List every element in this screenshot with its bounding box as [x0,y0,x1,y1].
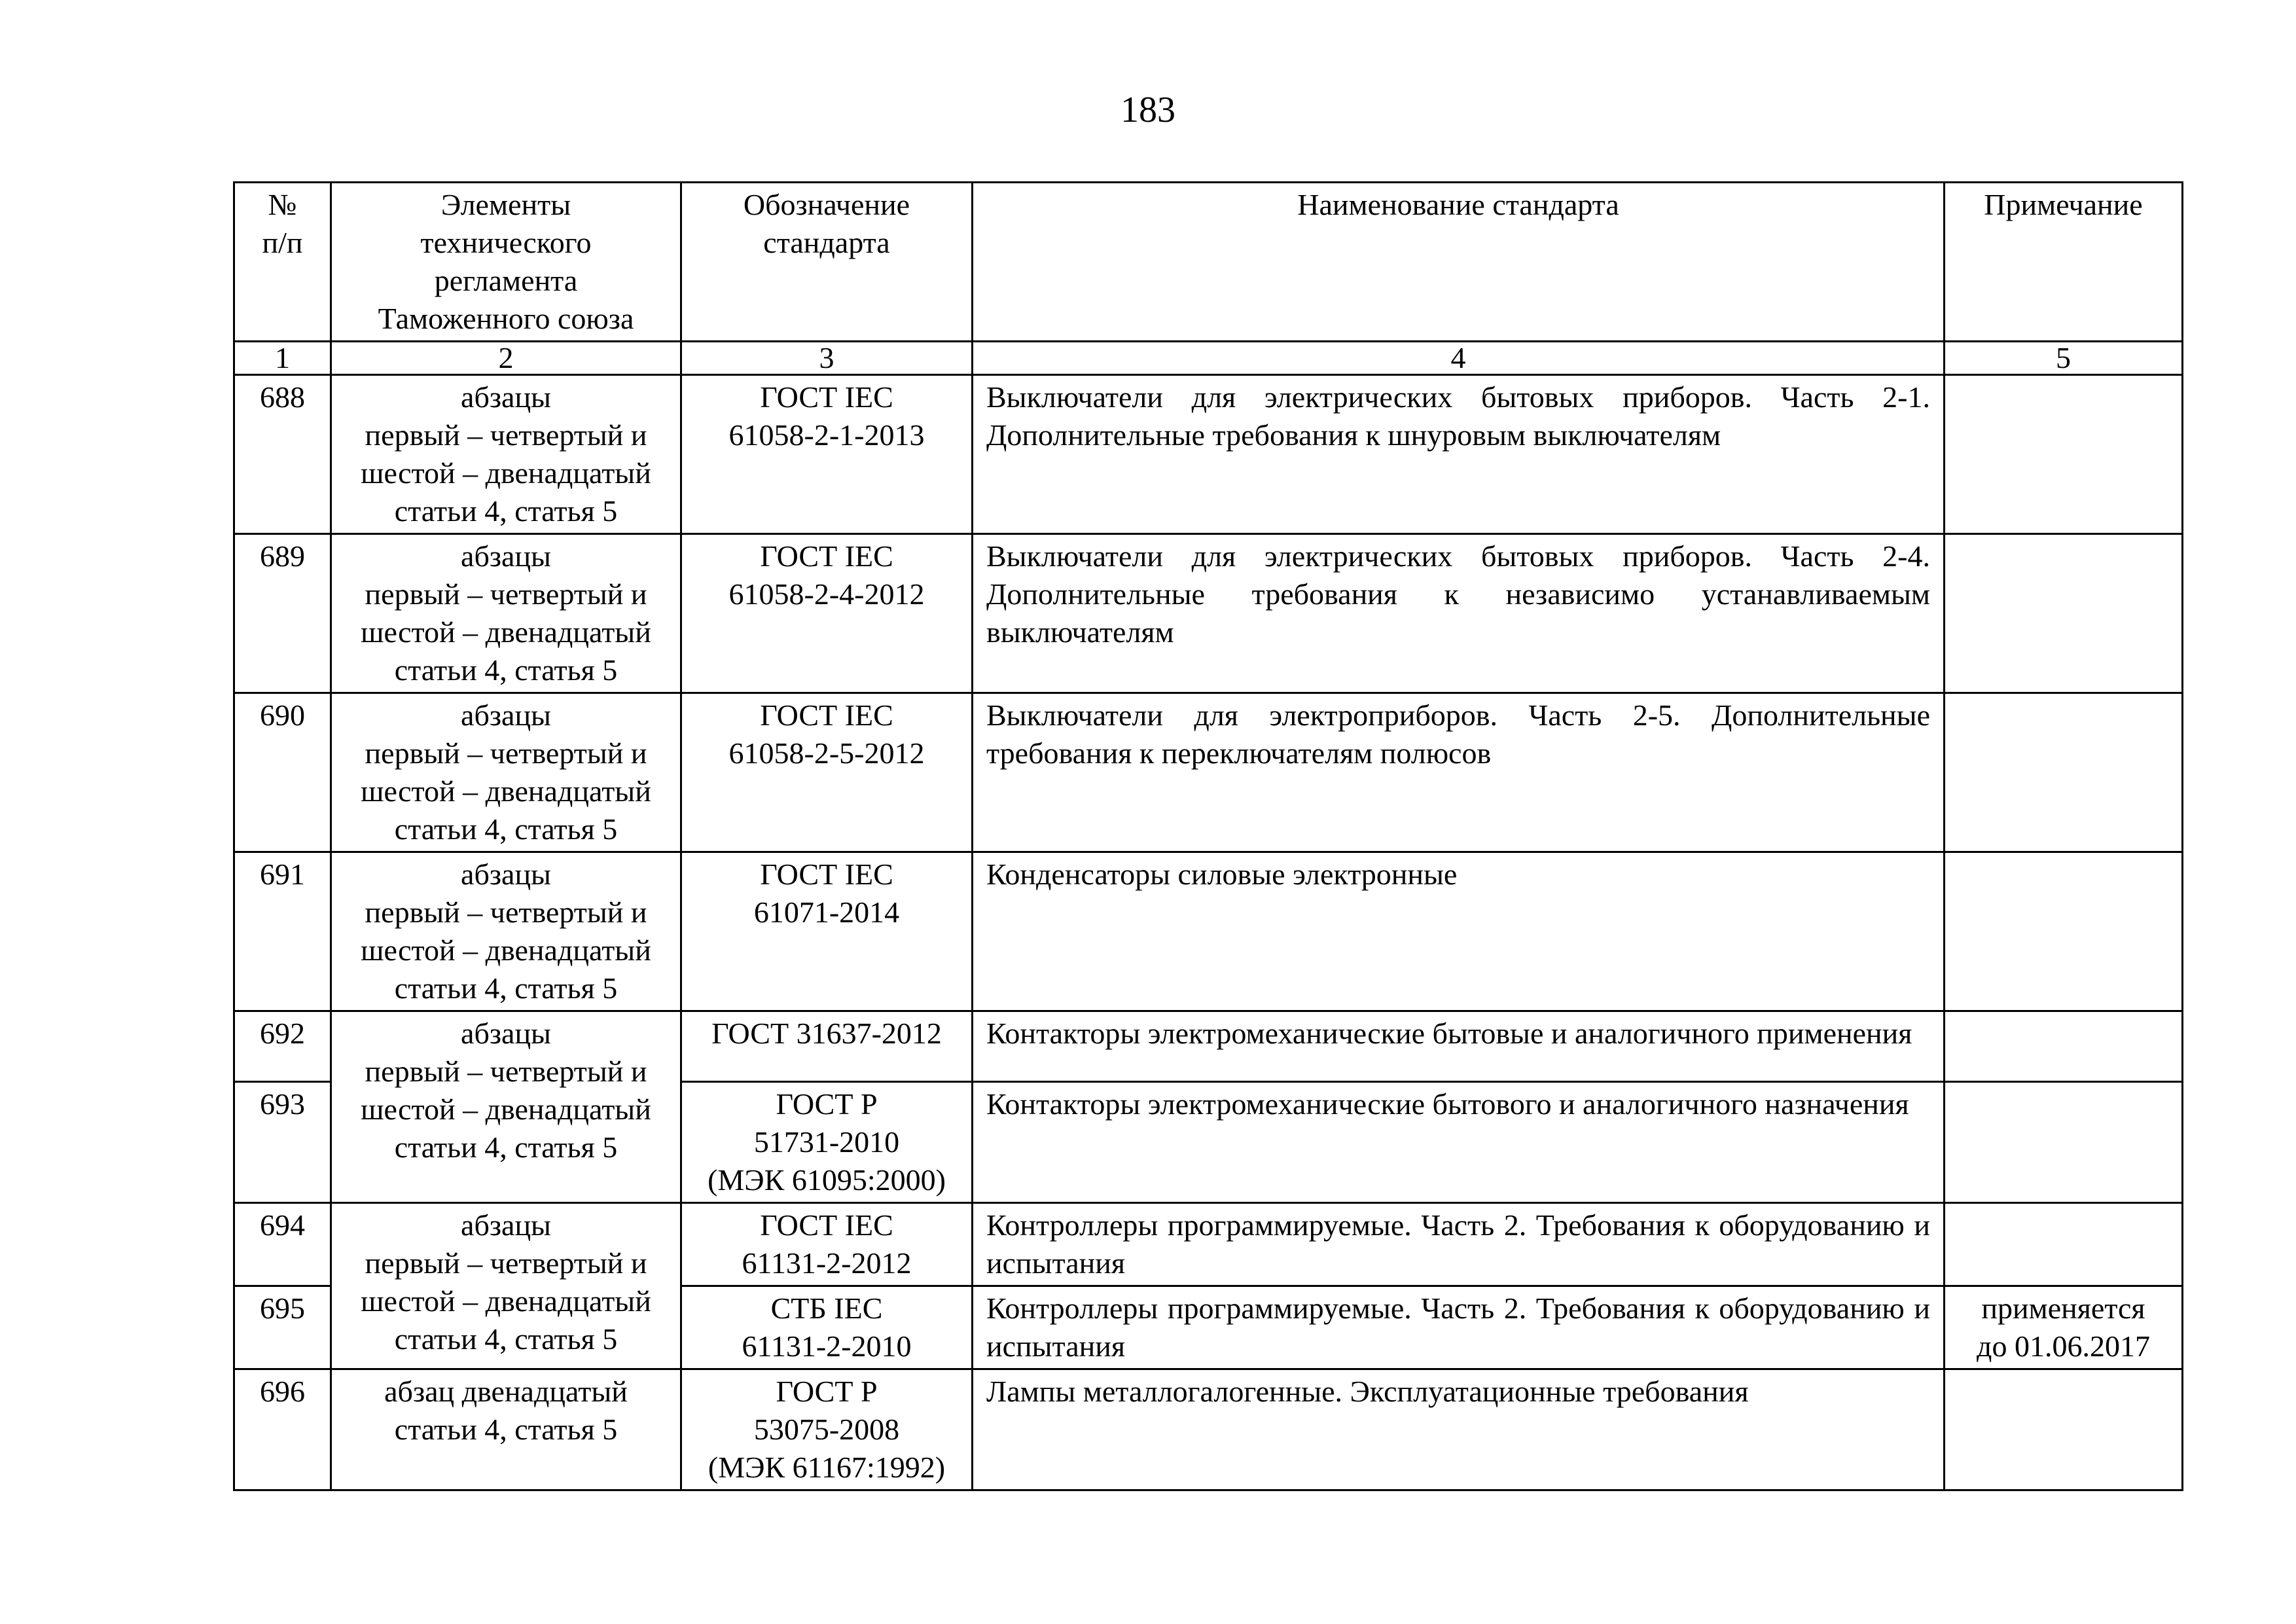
row-standard-name: Выключатели для электрических бытовых приборов. Часть 2-1. Дополнительные требования к шнуровым выключателям [973,375,1945,534]
row-number: 692 [234,1011,331,1082]
row-designation: СТБ IEC 61131-2-2010 [681,1286,973,1369]
header-elements: Элементы технического регламента Таможенного союза [331,183,681,342]
row-number: 693 [234,1082,331,1203]
row-elements: абзацы первый – четвертый и шестой – двенадцатый статьи 4, статья 5 [331,1203,681,1369]
row-designation: ГОСТ Р 51731-2010 (МЭК 61095:2000) [681,1082,973,1203]
row-elements: абзац двенадцатый статьи 4, статья 5 [331,1369,681,1490]
row-designation: ГОСТ Р 53075-2008 (МЭК 61167:1992) [681,1369,973,1490]
row-number: 688 [234,375,331,534]
row-elements: абзацы первый – четвертый и шестой – двенадцатый статьи 4, статья 5 [331,693,681,852]
row-standard-name: Конденсаторы силовые электронные [973,852,1945,1011]
row-standard-name: Контроллеры программируемые. Часть 2. Требования к оборудованию и испытания [973,1286,1945,1369]
row-note [1945,375,2183,534]
row-note [1945,852,2183,1011]
header-num: № п/п [234,183,331,342]
row-elements: абзацы первый – четвертый и шестой – двенадцатый статьи 4, статья 5 [331,1011,681,1203]
column-number: 2 [331,342,681,375]
row-note [1945,693,2183,852]
row-standard-name: Выключатели для электроприборов. Часть 2-5. Дополнительные требования к переключателям полюсов [973,693,1945,852]
table-row [234,1369,2183,1490]
row-designation: ГОСТ IEC 61058-2-5-2012 [681,693,973,852]
row-number: 690 [234,693,331,852]
table-row [234,852,2183,1011]
row-designation: ГОСТ IEC 61131-2-2012 [681,1203,973,1286]
row-designation: ГОСТ IEC 61058-2-4-2012 [681,534,973,693]
row-elements: абзацы первый – четвертый и шестой – двенадцатый статьи 4, статья 5 [331,852,681,1011]
column-number-row [234,342,2183,375]
row-elements: абзацы первый – четвертый и шестой – двенадцатый статьи 4, статья 5 [331,534,681,693]
row-note [1945,1203,2183,1286]
row-elements: абзацы первый – четвертый и шестой – двенадцатый статьи 4, статья 5 [331,375,681,534]
row-designation: ГОСТ 31637-2012 [681,1011,973,1082]
table-row [234,534,2183,693]
row-designation: ГОСТ IEC 61058-2-1-2013 [681,375,973,534]
row-standard-name: Контакторы электромеханические бытового и аналогичного назначения [973,1082,1945,1203]
row-note [1945,534,2183,693]
column-number: 5 [1945,342,2183,375]
row-standard-name: Контроллеры программируемые. Часть 2. Требования к оборудованию и испытания [973,1203,1945,1286]
row-note [1945,1369,2183,1490]
table-row [234,1203,2183,1286]
header-row [234,183,2183,342]
row-designation: ГОСТ IEC 61071-2014 [681,852,973,1011]
row-standard-name: Контакторы электромеханические бытовые и аналогичного применения [973,1011,1945,1082]
page-number: 183 [1121,90,1175,130]
row-number: 691 [234,852,331,1011]
table-row [234,1011,2183,1082]
row-standard-name: Лампы металлогалогенные. Эксплуатационные требования [973,1369,1945,1490]
header-designation: Обозначение стандарта [681,183,973,342]
row-note [1945,1011,2183,1082]
row-note: применяется до 01.06.2017 [1945,1286,2183,1369]
header-name: Наименование стандарта [973,183,1945,342]
column-number: 3 [681,342,973,375]
table-row [234,375,2183,534]
row-number: 689 [234,534,331,693]
row-number: 695 [234,1286,331,1369]
column-number: 1 [234,342,331,375]
row-number: 696 [234,1369,331,1490]
standards-table [233,181,2183,1491]
row-number: 694 [234,1203,331,1286]
table-row [234,693,2183,852]
header-note: Примечание [1945,183,2183,342]
row-standard-name: Выключатели для электрических бытовых приборов. Часть 2-4. Дополнительные требования к независимо устанавливаемым выключателям [973,534,1945,693]
row-note [1945,1082,2183,1203]
column-number: 4 [973,342,1945,375]
